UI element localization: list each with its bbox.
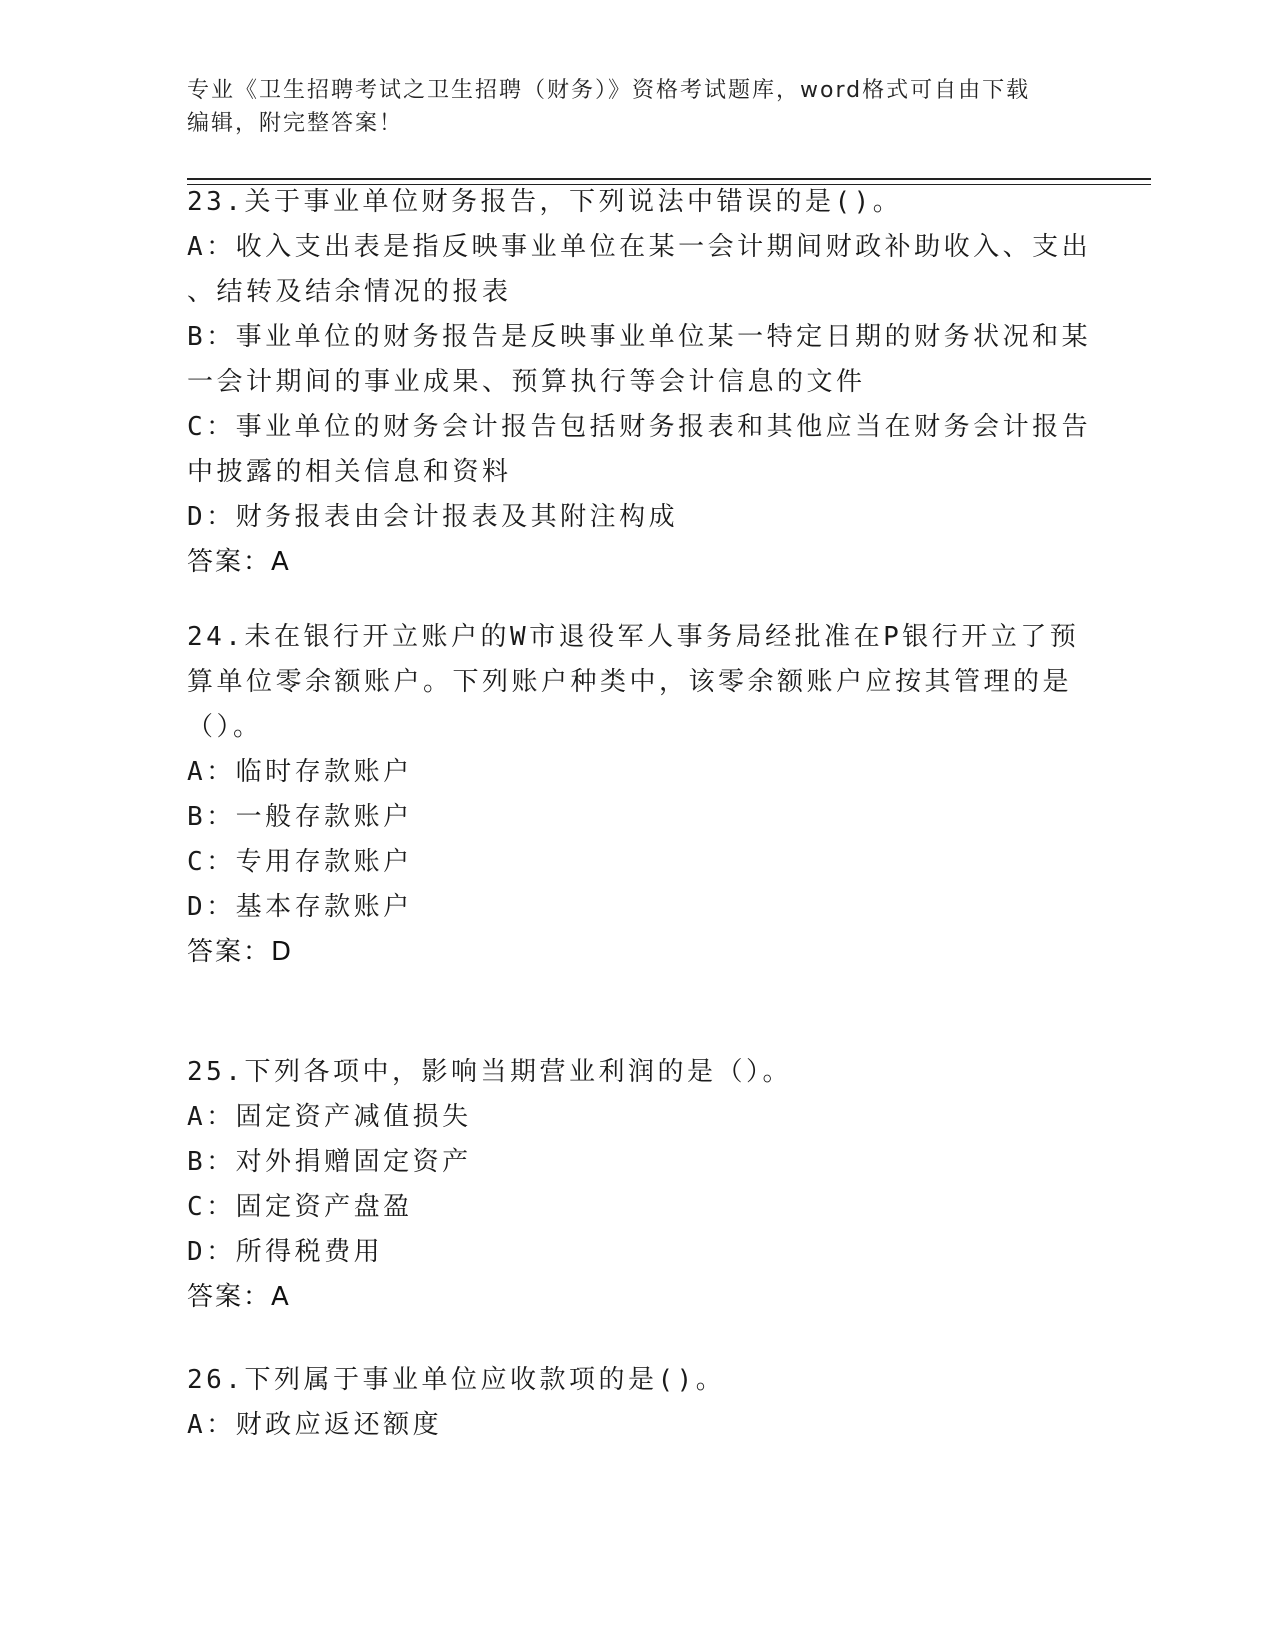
question-24 <box>187 615 1087 975</box>
option-c: C：固定资产盘盈 <box>187 1192 413 1222</box>
question-stem-cont: （）。 <box>187 712 263 742</box>
option-a: A：临时存款账户 <box>187 757 413 787</box>
header-line-2: 编辑，附完整答案！ <box>187 111 404 136</box>
question-25 <box>187 1050 1087 1320</box>
question-26 <box>187 1358 1087 1448</box>
answer: 答案：A <box>187 1282 291 1312</box>
question-stem: 23.关于事业单位财务报告，下列说法中错误的是()。 <box>187 187 903 217</box>
header-line-1: 专业《卫生招聘考试之卫生招聘（财务）》资格考试题库，word格式可自由下载 <box>187 78 1031 103</box>
option-c: C：专用存款账户 <box>187 847 413 877</box>
option-d: D：所得税费用 <box>187 1237 384 1267</box>
option-a: A：固定资产减值损失 <box>187 1102 472 1132</box>
option-d: D：财务报表由会计报表及其附注构成 <box>187 502 679 532</box>
option-b: B：一般存款账户 <box>187 802 413 832</box>
question-stem: 25.下列各项中，影响当期营业利润的是（）。 <box>187 1057 792 1087</box>
option-a-cont: 、结转及结余情况的报表 <box>187 277 512 307</box>
option-b: B：事业单位的财务报告是反映事业单位某一特定日期的财务状况和某 <box>187 322 1092 352</box>
question-23 <box>187 180 1092 585</box>
option-d: D：基本存款账户 <box>187 892 413 922</box>
option-c-cont: 中披露的相关信息和资料 <box>187 457 512 487</box>
option-b-cont: 一会计期间的事业成果、预算执行等会计信息的文件 <box>187 367 866 397</box>
option-b: B：对外捐赠固定资产 <box>187 1147 472 1177</box>
question-stem-cont: 算单位零余额账户。下列账户种类中，该零余额账户应按其管理的是 <box>187 667 1073 697</box>
option-a: A：财政应返还额度 <box>187 1410 443 1440</box>
question-stem: 26.下列属于事业单位应收款项的是()。 <box>187 1365 726 1395</box>
question-stem: 24.未在银行开立账户的W市退役军人事务局经批准在P银行开立了预 <box>187 622 1080 652</box>
option-c: C：事业单位的财务会计报告包括财务报表和其他应当在财务会计报告 <box>187 412 1092 442</box>
answer: 答案：A <box>187 547 291 577</box>
answer: 答案：D <box>187 937 294 967</box>
document-header <box>187 74 1087 140</box>
option-a: A：收入支出表是指反映事业单位在某一会计期间财政补助收入、支出 <box>187 232 1092 262</box>
